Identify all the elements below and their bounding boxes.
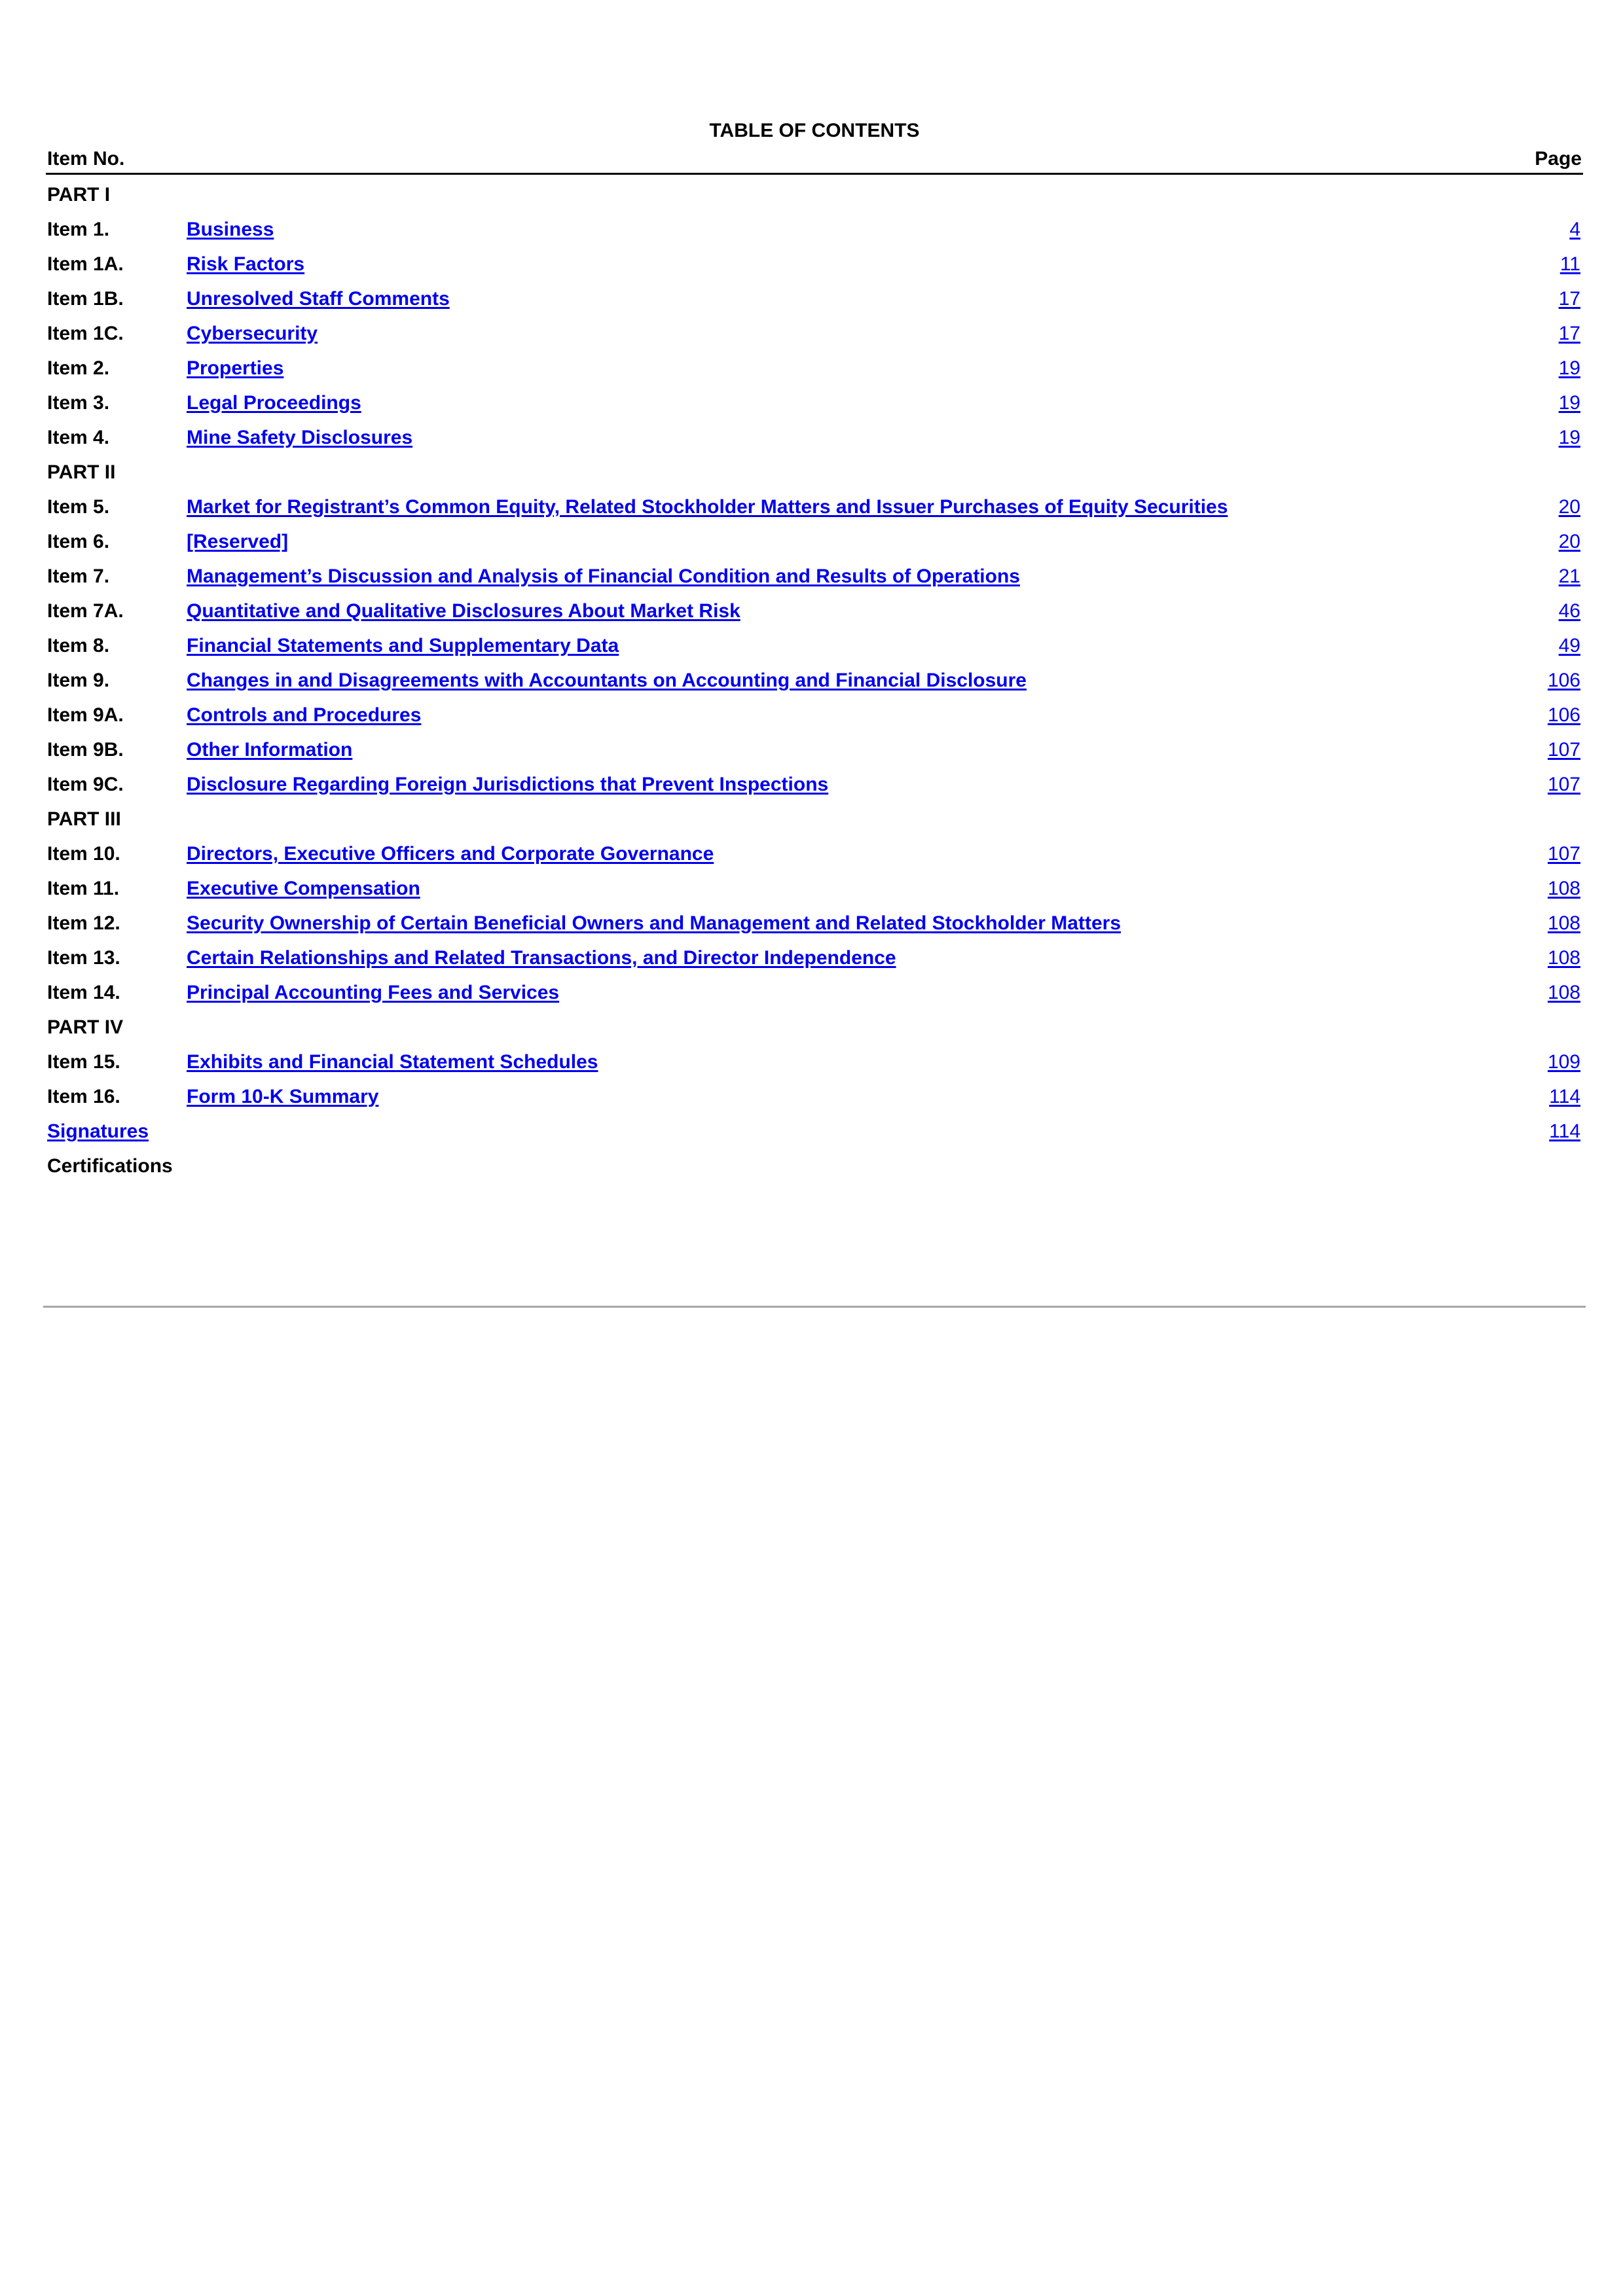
item-number: Item 9A. — [47, 704, 124, 726]
toc-row — [46, 524, 1583, 559]
item-number: Item 5. — [47, 496, 110, 518]
item-page-link[interactable]: 108 — [1547, 947, 1580, 969]
item-title-link[interactable]: Certain Relationships and Related Transactions, and Director Independence — [187, 947, 896, 969]
item-page-link[interactable]: 19 — [1558, 357, 1580, 379]
part-label: PART II — [47, 461, 116, 483]
item-number: Item 7. — [47, 565, 110, 587]
item-number: Item 15. — [47, 1051, 120, 1073]
toc-row — [46, 628, 1583, 663]
part-heading — [46, 802, 1583, 836]
toc-row — [46, 351, 1583, 386]
part-heading — [46, 455, 1583, 490]
part-label: PART IV — [47, 1016, 124, 1038]
item-number: Item 11. — [47, 878, 120, 899]
item-number: Item 7A. — [47, 600, 124, 622]
item-number: Item 3. — [47, 392, 110, 414]
item-title-link[interactable]: Risk Factors — [187, 253, 305, 275]
item-title-link[interactable]: Cybersecurity — [187, 323, 318, 344]
item-number: Item 1. — [47, 219, 110, 240]
item-number: Item 2. — [47, 357, 110, 379]
item-title-link[interactable]: Executive Compensation — [187, 878, 420, 899]
toc-row — [46, 1079, 1583, 1114]
item-title-link[interactable]: Controls and Procedures — [187, 704, 422, 726]
toc-row — [46, 281, 1583, 316]
item-title-link[interactable]: Other Information — [187, 739, 353, 761]
item-title-link[interactable]: [Reserved] — [187, 531, 289, 552]
item-title-link[interactable]: Directors, Executive Officers and Corporate Governance — [187, 843, 714, 865]
toc-row-signatures — [46, 1114, 1583, 1149]
toc-row-certifications — [46, 1149, 1583, 1183]
item-title-link[interactable]: Mine Safety Disclosures — [187, 427, 413, 448]
item-page-link[interactable]: 49 — [1558, 635, 1580, 656]
certifications-label: Certifications — [47, 1155, 173, 1177]
item-page-link[interactable]: 114 — [1549, 1086, 1580, 1107]
item-title-link[interactable]: Disclosure Regarding Foreign Jurisdictions that Prevent Inspections — [187, 774, 829, 795]
header-item-no: Item No. — [47, 148, 125, 170]
toc-row — [46, 698, 1583, 732]
signatures-link[interactable]: Signatures — [47, 1121, 149, 1142]
item-number: Item 8. — [47, 635, 110, 656]
item-page-link[interactable]: 106 — [1547, 704, 1580, 726]
item-title-link[interactable]: Changes in and Disagreements with Accountants on Accounting and Financial Disclosure — [187, 670, 1027, 691]
item-title-link[interactable]: Quantitative and Qualitative Disclosures About Market Risk — [187, 600, 740, 622]
part-label: PART I — [47, 184, 111, 206]
item-number: Item 9. — [47, 670, 110, 691]
toc-row — [46, 420, 1583, 455]
toc-row — [46, 871, 1583, 906]
part-label: PART III — [47, 808, 121, 830]
item-number: Item 6. — [47, 531, 110, 552]
item-page-link[interactable]: 17 — [1558, 288, 1580, 310]
toc-row — [46, 941, 1583, 975]
item-title-link[interactable]: Exhibits and Financial Statement Schedules — [187, 1051, 598, 1073]
item-page-link[interactable]: 19 — [1558, 427, 1580, 448]
toc-row — [46, 767, 1583, 802]
item-number: Item 16. — [47, 1086, 120, 1107]
toc-row — [46, 247, 1583, 281]
toc-row — [46, 490, 1583, 524]
item-page-link[interactable]: 108 — [1547, 878, 1580, 899]
item-page-link[interactable]: 108 — [1547, 912, 1580, 934]
item-page-link[interactable]: 19 — [1558, 392, 1580, 414]
item-number: Item 1B. — [47, 288, 124, 310]
part-heading — [46, 177, 1583, 212]
item-page-link[interactable]: 109 — [1547, 1051, 1580, 1073]
toc-rows — [46, 177, 1583, 1183]
item-page-link[interactable]: 107 — [1547, 739, 1580, 761]
item-page-link[interactable]: 107 — [1547, 774, 1580, 795]
toc-row — [46, 559, 1583, 594]
item-number: Item 9C. — [47, 774, 124, 795]
toc-row — [46, 663, 1583, 698]
item-title-link[interactable]: Form 10-K Summary — [187, 1086, 379, 1107]
toc-row — [46, 316, 1583, 351]
item-number: Item 12. — [47, 912, 120, 934]
item-title-link[interactable]: Market for Registrant’s Common Equity, Related Stockholder Matters and Issuer Purchases of Equity Securities — [187, 496, 1228, 518]
item-title-link[interactable]: Financial Statements and Supplementary Data — [187, 635, 619, 656]
item-page-link[interactable]: 21 — [1558, 565, 1580, 587]
item-title-link[interactable]: Unresolved Staff Comments — [187, 288, 450, 310]
item-title-link[interactable]: Management’s Discussion and Analysis of Financial Condition and Results of Operations — [187, 565, 1020, 587]
toc-row — [46, 836, 1583, 871]
toc-row — [46, 212, 1583, 247]
toc-row — [46, 975, 1583, 1010]
toc-header — [46, 144, 1583, 175]
item-page-link[interactable]: 11 — [1559, 253, 1580, 275]
item-title-link[interactable]: Properties — [187, 357, 284, 379]
item-page-link[interactable]: 107 — [1547, 843, 1580, 865]
item-number: Item 10. — [47, 843, 120, 865]
item-number: Item 13. — [47, 947, 120, 969]
item-page-link[interactable]: 20 — [1558, 531, 1580, 552]
item-page-link[interactable]: 108 — [1547, 982, 1580, 1003]
item-title-link[interactable]: Security Ownership of Certain Beneficial Owners and Management and Related Stockholder Matters — [187, 912, 1122, 934]
item-number: Item 1C. — [47, 323, 124, 344]
item-page-link[interactable]: 4 — [1569, 219, 1580, 240]
page-divider — [43, 1306, 1586, 1308]
table-of-contents — [46, 118, 1583, 1183]
toc-row — [46, 732, 1583, 767]
header-page: Page — [1535, 148, 1582, 170]
item-page-link[interactable]: 20 — [1558, 496, 1580, 518]
item-title-link[interactable]: Business — [187, 219, 274, 240]
item-title-link[interactable]: Legal Proceedings — [187, 392, 361, 414]
part-heading — [46, 1010, 1583, 1045]
toc-row — [46, 386, 1583, 420]
item-page-link[interactable]: 17 — [1558, 323, 1580, 344]
item-number: Item 4. — [47, 427, 110, 448]
item-number: Item 9B. — [47, 739, 124, 761]
toc-row — [46, 906, 1583, 941]
item-number: Item 1A. — [47, 253, 124, 275]
toc-row — [46, 1045, 1583, 1079]
toc-title: TABLE OF CONTENTS — [709, 120, 920, 141]
item-page-link[interactable]: 106 — [1547, 670, 1580, 691]
signatures-page-link[interactable]: 114 — [1549, 1121, 1580, 1142]
item-title-link[interactable]: Principal Accounting Fees and Services — [187, 982, 560, 1003]
toc-row — [46, 594, 1583, 628]
item-page-link[interactable]: 46 — [1558, 600, 1580, 622]
item-number: Item 14. — [47, 982, 120, 1003]
